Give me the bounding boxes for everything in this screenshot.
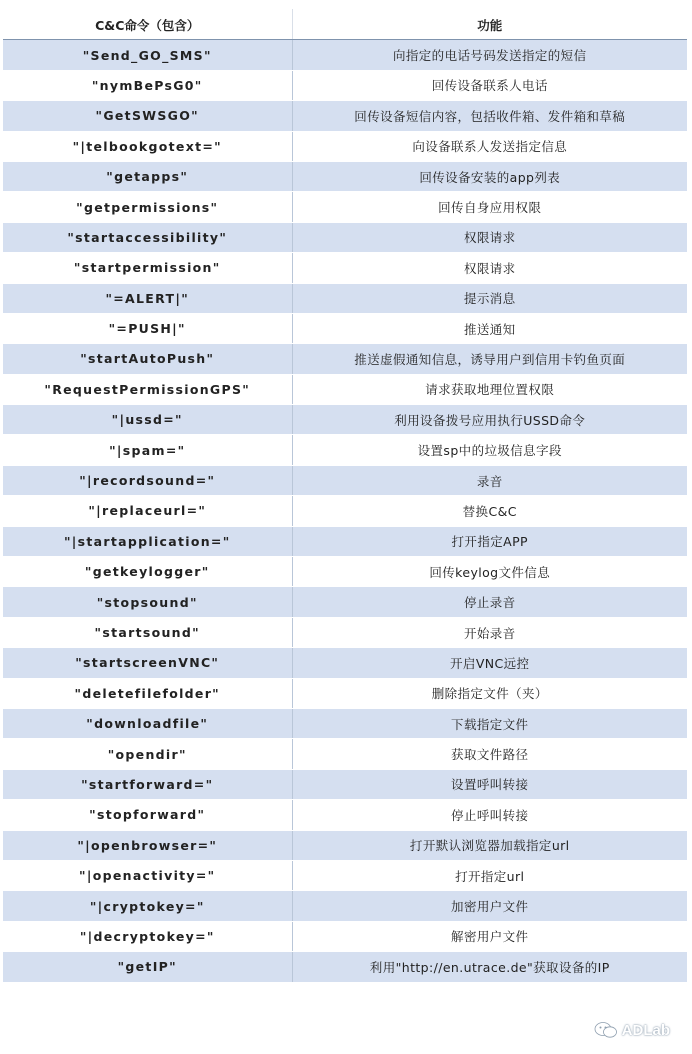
command-cell: "downloadfile" — [3, 708, 292, 738]
function-cell: 请求获取地理位置权限 — [292, 374, 687, 404]
function-cell: 停止呼叫转接 — [292, 800, 687, 830]
table-row — [3, 830, 687, 860]
function-cell: 回传设备短信内容，包括收件箱、发件箱和草稿 — [292, 101, 687, 131]
function-cell: 利用"http://en.utrace.de"获取设备的IP — [292, 952, 687, 982]
function-cell: 提示消息 — [292, 283, 687, 313]
function-cell: 设置sp中的垃圾信息字段 — [292, 435, 687, 465]
table-row — [3, 921, 687, 951]
function-cell: 下载指定文件 — [292, 708, 687, 738]
table-row — [3, 526, 687, 556]
command-cell: "|spam=" — [3, 435, 292, 465]
function-cell: 开始录音 — [292, 617, 687, 647]
command-cell: "startAutoPush" — [3, 344, 292, 374]
table-row — [3, 222, 687, 252]
command-cell: "|ussd=" — [3, 405, 292, 435]
function-cell: 回传keylog文件信息 — [292, 557, 687, 587]
function-cell: 推送虚假通知信息，诱导用户到信用卡钓鱼页面 — [292, 344, 687, 374]
function-cell: 替换C&C — [292, 496, 687, 526]
table-row — [3, 860, 687, 890]
function-cell: 推送通知 — [292, 313, 687, 343]
table-row — [3, 435, 687, 465]
function-cell: 停止录音 — [292, 587, 687, 617]
cc-command-table — [3, 9, 687, 983]
function-cell: 打开指定url — [292, 860, 687, 890]
function-cell: 回传自身应用权限 — [292, 192, 687, 222]
table-body — [3, 40, 687, 982]
command-cell: "|startapplication=" — [3, 526, 292, 556]
command-cell: "startpermission" — [3, 253, 292, 283]
command-cell: "=ALERT|" — [3, 283, 292, 313]
table-row — [3, 253, 687, 283]
function-cell: 录音 — [292, 465, 687, 495]
command-cell: "getIP" — [3, 952, 292, 982]
command-cell: "startsound" — [3, 617, 292, 647]
command-cell: "stopforward" — [3, 800, 292, 830]
command-cell: "|cryptokey=" — [3, 891, 292, 921]
function-cell: 解密用户文件 — [292, 921, 687, 951]
function-cell: 权限请求 — [292, 222, 687, 252]
table-row — [3, 161, 687, 191]
table-row — [3, 313, 687, 343]
header-function: 功能 — [292, 10, 687, 40]
header-command: C&C命令（包含） — [3, 10, 292, 40]
table-row — [3, 465, 687, 495]
command-cell: "nymBePsG0" — [3, 70, 292, 100]
command-cell: "getpermissions" — [3, 192, 292, 222]
command-cell: "Send_GO_SMS" — [3, 40, 292, 70]
table-row — [3, 648, 687, 678]
command-cell: "|replaceurl=" — [3, 496, 292, 526]
function-cell: 打开默认浏览器加载指定url — [292, 830, 687, 860]
table-row — [3, 678, 687, 708]
table-row — [3, 405, 687, 435]
command-cell: "getkeylogger" — [3, 557, 292, 587]
function-cell: 向指定的电话号码发送指定的短信 — [292, 40, 687, 70]
table-row — [3, 192, 687, 222]
table-header-row — [3, 10, 687, 40]
function-cell: 回传设备联系人电话 — [292, 70, 687, 100]
command-cell: "stopsound" — [3, 587, 292, 617]
command-cell: "startscreenVNC" — [3, 648, 292, 678]
table-row — [3, 344, 687, 374]
function-cell: 打开指定APP — [292, 526, 687, 556]
table-row — [3, 769, 687, 799]
function-cell: 删除指定文件（夹） — [292, 678, 687, 708]
function-cell: 获取文件路径 — [292, 739, 687, 769]
function-cell: 回传设备安装的app列表 — [292, 161, 687, 191]
table-row — [3, 557, 687, 587]
command-cell: "|decryptokey=" — [3, 921, 292, 951]
command-cell: "RequestPermissionGPS" — [3, 374, 292, 404]
table-row — [3, 283, 687, 313]
command-cell: "=PUSH|" — [3, 313, 292, 343]
command-cell: "|openbrowser=" — [3, 830, 292, 860]
function-cell: 开启VNC远控 — [292, 648, 687, 678]
function-cell: 向设备联系人发送指定信息 — [292, 131, 687, 161]
table-row — [3, 708, 687, 738]
command-cell: "opendir" — [3, 739, 292, 769]
table-row — [3, 40, 687, 70]
table-row — [3, 739, 687, 769]
table-row — [3, 496, 687, 526]
command-cell: "|telbookgotext=" — [3, 131, 292, 161]
command-cell: "|openactivity=" — [3, 860, 292, 890]
table-row — [3, 101, 687, 131]
command-cell: "|recordsound=" — [3, 465, 292, 495]
table-row — [3, 617, 687, 647]
command-cell: "startforward=" — [3, 769, 292, 799]
table-row — [3, 374, 687, 404]
table-row — [3, 800, 687, 830]
function-cell: 设置呼叫转接 — [292, 769, 687, 799]
table-row — [3, 891, 687, 921]
watermark-text: ADLab — [621, 1021, 670, 1039]
table-row — [3, 952, 687, 982]
command-cell: "startaccessibility" — [3, 222, 292, 252]
table-row — [3, 587, 687, 617]
table-row — [3, 70, 687, 100]
command-cell: "deletefilefolder" — [3, 678, 292, 708]
command-cell: "getapps" — [3, 161, 292, 191]
wechat-icon — [594, 1021, 618, 1039]
table-row — [3, 131, 687, 161]
function-cell: 权限请求 — [292, 253, 687, 283]
adlab-watermark — [594, 1021, 670, 1039]
function-cell: 加密用户文件 — [292, 891, 687, 921]
command-cell: "GetSWSGO" — [3, 101, 292, 131]
function-cell: 利用设备拨号应用执行USSD命令 — [292, 405, 687, 435]
